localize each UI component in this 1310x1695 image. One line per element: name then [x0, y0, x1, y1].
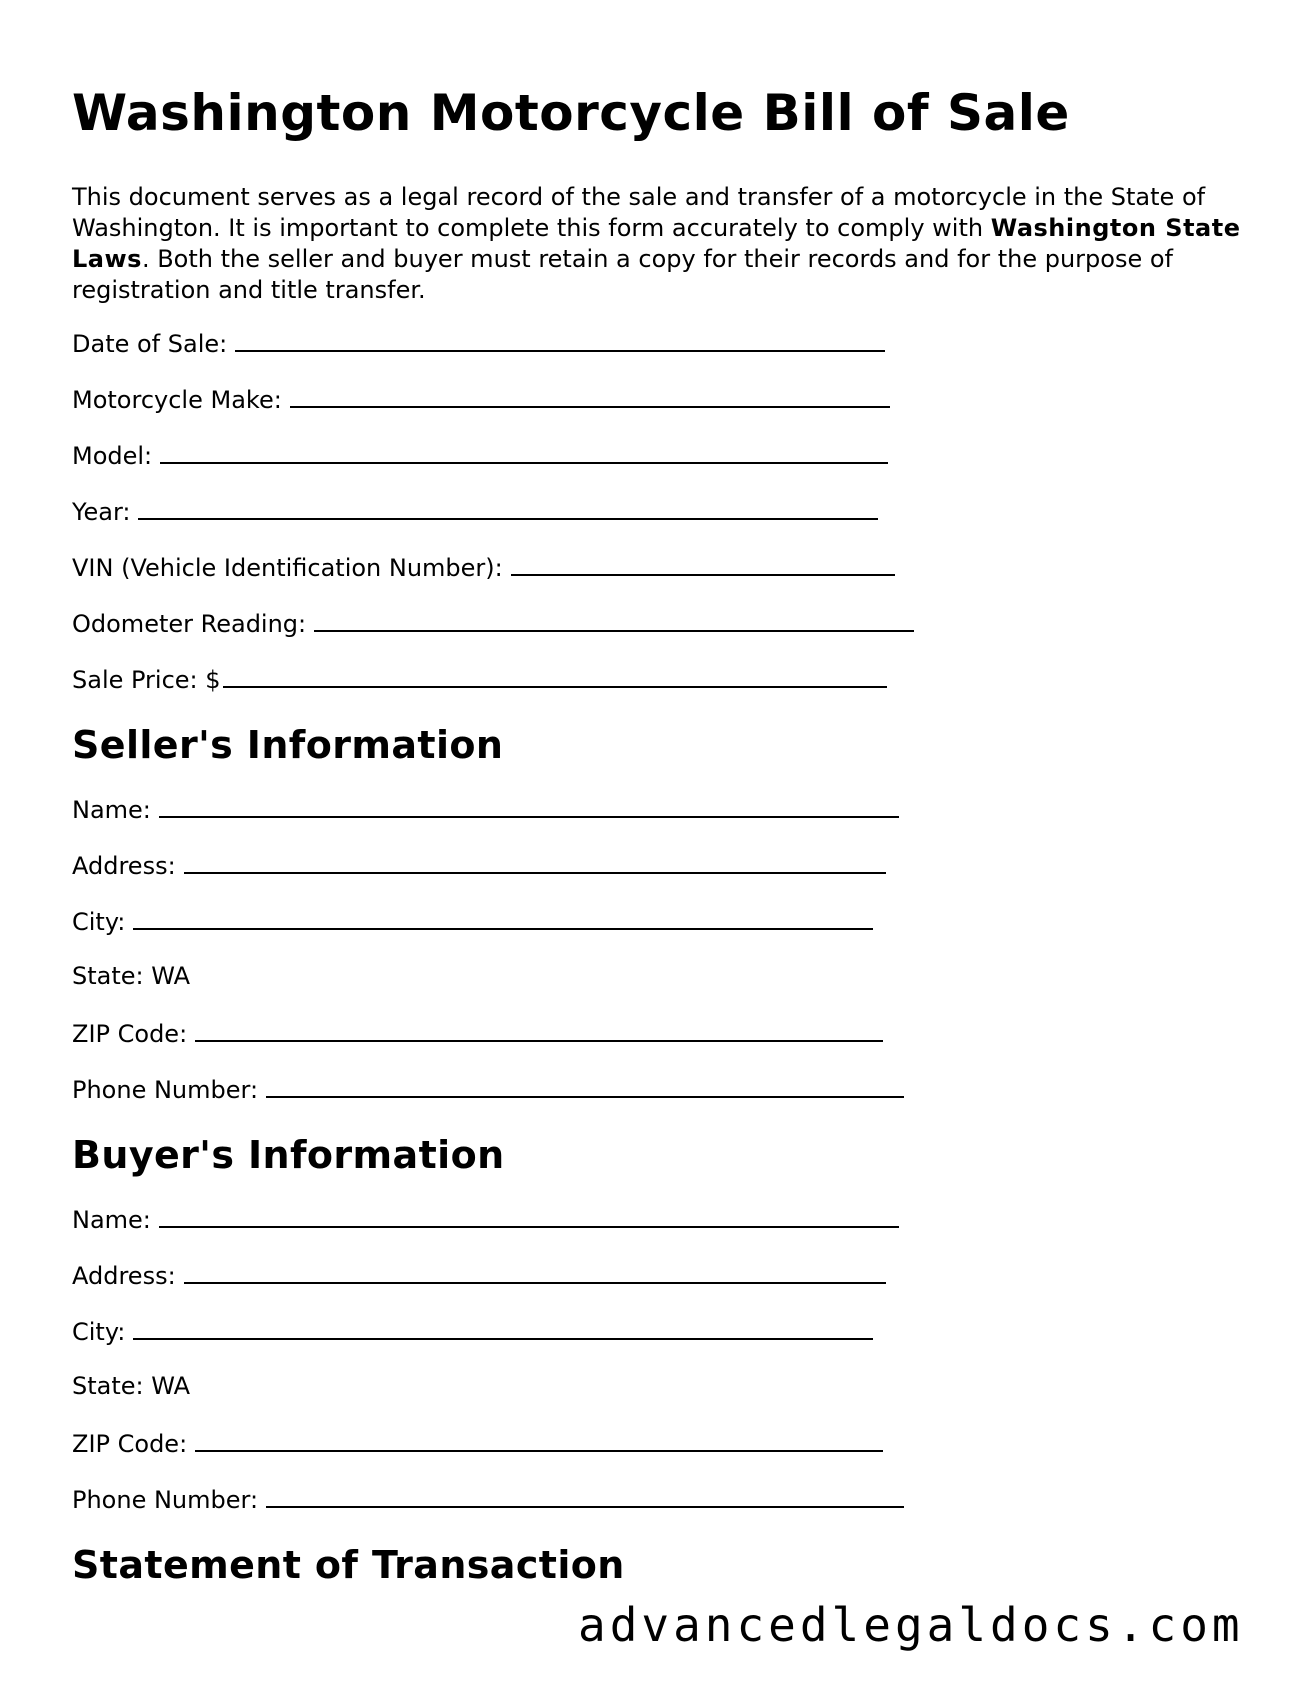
buyer-zip-blank[interactable]: [195, 1426, 883, 1452]
buyer-phone-label: Phone Number:: [72, 1486, 259, 1514]
year-field: [72, 494, 1252, 526]
seller-zip-label: ZIP Code:: [72, 1020, 188, 1048]
vin-field: [72, 550, 1252, 582]
intro-text-1: This document serves as a legal record of the sale and transfer of a motorcycle in the State of Washington. It is important to complete this form accurately to comply with: [72, 183, 1206, 242]
buyer-heading: Buyer's Information: [72, 1133, 505, 1177]
odometer-label: Odometer Reading:: [72, 610, 307, 638]
seller-name-label: Name:: [72, 796, 151, 824]
make-blank[interactable]: [290, 382, 890, 408]
model-field: [72, 438, 1252, 470]
seller-phone-blank[interactable]: [266, 1072, 904, 1098]
buyer-address-blank[interactable]: [184, 1258, 886, 1284]
buyer-phone-blank[interactable]: [266, 1482, 904, 1508]
year-blank[interactable]: [138, 494, 878, 520]
intro-text-2: . Both the seller and buyer must retain a copy for their records and for the purpose of registration and title transfer.: [72, 245, 1173, 304]
buyer-city-field: [72, 1314, 1252, 1346]
site-watermark: advancedlegaldocs.com: [578, 1598, 1244, 1652]
seller-city-field: [72, 904, 1252, 936]
seller-name-field: [72, 792, 1252, 824]
buyer-address-field: [72, 1258, 1252, 1290]
buyer-city-blank[interactable]: [133, 1314, 873, 1340]
buyer-state-field: [72, 1370, 1252, 1402]
buyer-phone-field: [72, 1482, 1252, 1514]
sale-price-label: Sale Price: $: [72, 666, 221, 694]
seller-zip-blank[interactable]: [195, 1016, 883, 1042]
bill-of-sale-document: [72, 84, 1252, 1587]
sale-price-field: [72, 662, 1252, 694]
buyer-name-field: [72, 1202, 1252, 1234]
seller-address-label: Address:: [72, 852, 176, 880]
seller-state-field: [72, 960, 1252, 992]
buyer-name-label: Name:: [72, 1206, 151, 1234]
year-label: Year:: [72, 498, 131, 526]
statement-heading: Statement of Transaction: [72, 1543, 625, 1587]
buyer-zip-field: [72, 1426, 1252, 1458]
buyer-city-label: City:: [72, 1318, 126, 1346]
seller-city-blank[interactable]: [133, 904, 873, 930]
seller-state-label: State: WA: [72, 962, 191, 990]
seller-address-field: [72, 848, 1252, 880]
model-blank[interactable]: [160, 438, 888, 464]
seller-city-label: City:: [72, 908, 126, 936]
date-of-sale-label: Date of Sale:: [72, 330, 228, 358]
seller-heading: Seller's Information: [72, 723, 504, 767]
seller-phone-label: Phone Number:: [72, 1076, 259, 1104]
seller-address-blank[interactable]: [184, 848, 886, 874]
buyer-address-label: Address:: [72, 1262, 176, 1290]
date-of-sale-blank[interactable]: [235, 326, 885, 352]
sale-price-blank[interactable]: [223, 662, 887, 688]
odometer-blank[interactable]: [314, 606, 914, 632]
buyer-state-label: State: WA: [72, 1372, 191, 1400]
model-label: Model:: [72, 442, 153, 470]
seller-name-blank[interactable]: [159, 792, 899, 818]
make-field: [72, 382, 1252, 414]
intro-bold-law: Washington State Laws: [72, 214, 1241, 273]
page-title: Washington Motorcycle Bill of Sale: [72, 84, 1070, 142]
odometer-field: [72, 606, 1252, 638]
vin-label: VIN (Vehicle Identification Number):: [72, 554, 503, 582]
buyer-name-blank[interactable]: [159, 1202, 899, 1228]
seller-phone-field: [72, 1072, 1252, 1104]
date-of-sale-field: [72, 326, 1252, 358]
buyer-zip-label: ZIP Code:: [72, 1430, 188, 1458]
intro-paragraph: [72, 182, 1242, 306]
make-label: Motorcycle Make:: [72, 386, 282, 414]
seller-zip-field: [72, 1016, 1252, 1048]
vin-blank[interactable]: [511, 550, 895, 576]
